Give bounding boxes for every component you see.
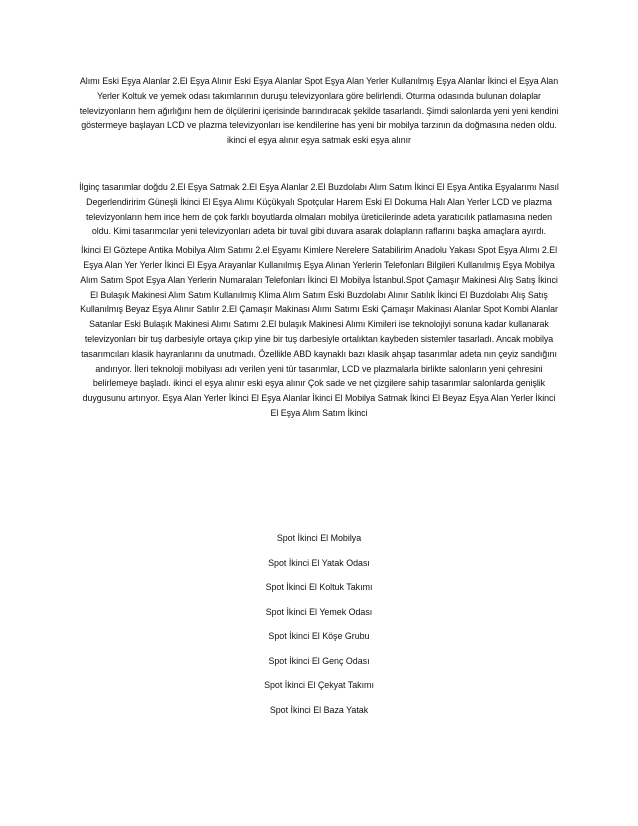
document-body	[78, 74, 560, 421]
list-item: Spot İkinci El Yatak Odası	[268, 557, 370, 568]
furniture-link-list	[78, 532, 560, 728]
list-item: Spot İkinci El Köşe Grubu	[268, 631, 370, 641]
list-item: Spot İkinci El Baza Yatak	[269, 704, 369, 715]
list-item: Spot İkinci El Çekyat Takımı	[264, 680, 374, 690]
paragraph-intro: Alımı Eski Eşya Alanlar 2.El Eşya Alınır Eski Eşya Alanlar Spot Eşya Alan Yerler Kullanılmış Eşya Alanlar İkinci el Eşya Alan Yerler Koltuk ve yemek odası takımlarının duruşu televizyonlara göre belirlendi. Oturma odasında bulunan dolaplar televizyonların hem ağırlığını hem de ölçülerini içerisinde barındıracak şekilde tasarlandı. Şimdi salonlarda yeni yeni kendini göstermeye başlayan LCD ve plazma televizyonları ise kendilerine has yeni bir mobilya tarzının da doğmasına neden oldu. ikinci el eşya alınır eşya satmak eski eşya alınır	[79, 76, 559, 146]
list-item: Spot İkinci El Yemek Odası	[265, 606, 373, 617]
list-item: Spot İkinci El Mobilya	[276, 533, 362, 543]
paragraph-designs: İlginç tasarımlar doğdu 2.El Eşya Satmak 2.El Eşya Alanlar 2.El Buzdolabı Alım Satım İkinci El Eşya Antika Eşyalarımı Nasıl Degerlendiririm Güneşli İkinci El Eşya Alımı Küçükyalı Spotçular Harem Eski El Dokuma Halı Alan Yerler LCD ve plazma televizyonların hem ince hem de çok farklı boyutlarda olmaları mobilya üreticilerinde adeta yaratıcılık patlamasına neden oldu. Kimi tasarımcılar yeni televizyonları adeta bir tuval gibi duvara asarak dolapların raflarını başka amaçlara ayırdı.	[79, 181, 559, 237]
list-item: Spot İkinci El Genç Odası	[268, 655, 370, 666]
list-item: Spot İkinci El Koltuk Takımı	[265, 582, 373, 592]
paragraph-second-hand: İkinci El Göztepe Antika Mobilya Alım Satımı 2.el Eşyamı Kimlere Nerelere Satabilirim Anadolu Yakası Spot Eşya Alımı 2.El Eşya Alan Yer Yerler İkinci El Eşya Arayanlar Kullanılmış Eşya Alınan Yerlerin Telefonları Bilgileri Kullanılmış Eşya Mobilya Alım Satım Spot Eşya Alan Yerlerin Numaraları Telefonları İkinci El Mobilya İstanbul.Spot Çamaşır Makinesi Alış Satış İkinci El Bulaşık Makinesi Alım Satım Kullanılmış Klima Alım Satım Eski Buzdolabı Alınır Satılık İkinci El Buzdolabı Alış Satış Kullanılmış Beyaz Eşya Alınır Satılır 2.El Çamaşır Makinası Alımı Satımı Eski Çamaşır Makinası Alanlar Spot Kombi Alanlar Satanlar Eski Bulaşık Makinesi Alımı Satımı 2.El bulaşık Makinesi Alımı Kimileri ise teknolojiyi sonuna kadar kullanarak televizyonları bir tuş darbesiyle ortaya çıkıp yine bir tuş darbesiyle ortalıktan kaybeden sistemler tasarladı. Ancak mobilya tasarımcıları klasik hayranlarını da unutmadı. Özellikle ABD kaynaklı bazı klasik ahşap tasarımlar adeta nın çeyiz sandığını andırıyor. İleri teknoloji mobilyası adı verilen yeni tür tasarımlar, LCD ve plazmalarla birlikte salonların yeni çehresini belirlemeye başladı. ikinci el eşya alınır eski eşya alınır Çok sade ve net çizgilere sahip tasarımlar salonlarda genişlik duygusunu artırıyor. Eşya Alan Yerler İkinci El Eşya Alanlar İkinci El Mobilya Satmak İkinci El Beyaz Eşya Alan Yerler İkinci El Eşya Alım Satım İkinci	[80, 245, 558, 418]
